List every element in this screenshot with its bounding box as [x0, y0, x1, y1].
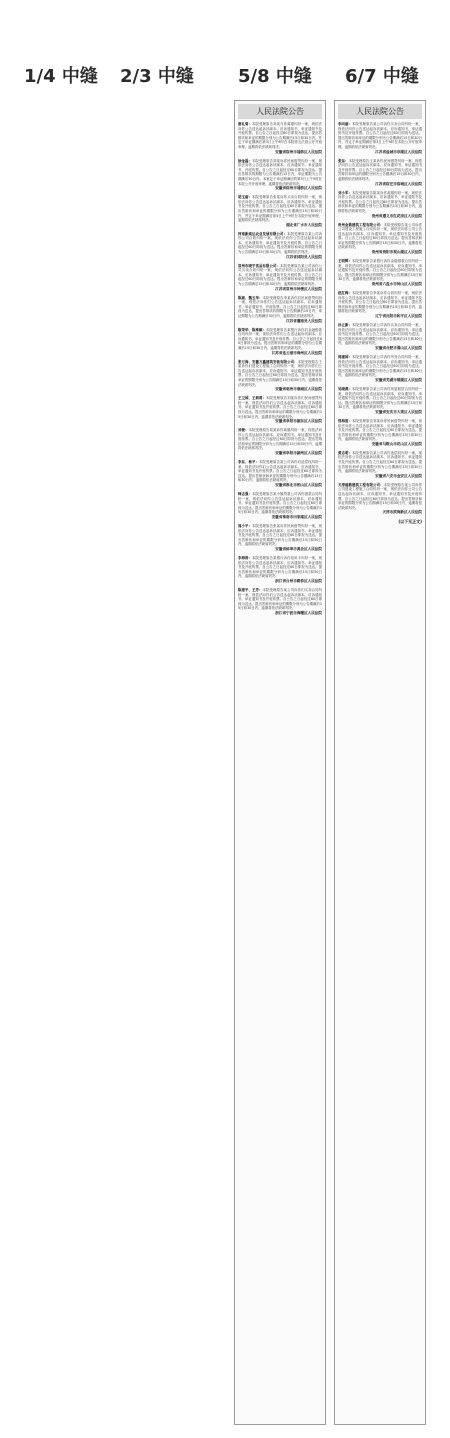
notice-lead: 常州市晓宇食品有限公司：	[238, 263, 281, 268]
notice-body: 本院受理原告周某诉你离婚纠纷一案，现依法向你公告送达起诉状副本、应诉通知书、举证通知书及开庭传票。自公告之日起经过60日即视为送达。提出答辩状和举证的期限分别为公告期满后15日和30日内，逾期将依法缺席判决。	[238, 428, 322, 451]
notice-text	[338, 223, 422, 251]
notice-court: 安徽省安庆市大观区人民法院	[375, 409, 422, 414]
notice-text	[238, 296, 322, 319]
notice-item	[338, 483, 422, 516]
notice-lead: 唐礼菊：	[238, 122, 253, 126]
notice-lead: 赵红梅：	[338, 291, 353, 296]
notice-court: 安徽省蚌埠市禹会区人民法院	[275, 546, 322, 551]
notice-court: 安徽省马鞍山市花山区人民法院	[371, 441, 422, 446]
label-5-8: 5/8 中缝	[238, 66, 312, 87]
notice-lead: 陈荣华、陈维颖：	[238, 327, 267, 332]
notice-text	[238, 195, 322, 223]
notice-text	[238, 524, 322, 547]
notice-body: 本院受理原告某公司诉你公司建设工程施工合同纠纷一案，现依法向你公司公告送达起诉状副本、应诉通知书、举证通知书及开庭传票。自公告之日起经过60日即视为送达。提出答辩状和举证的期限分别为公告期满后15日和30日内，逾期将依法缺席判决。	[338, 482, 422, 510]
notice-body: 本院受理原告陈某诉你离婚纠纷一案，现依法向你公告送达起诉状副本、应诉通知书、举证通知书及开庭传票。自公告之日起经过60日即视为送达。提出答辩状和举证的期限分别为公告期满后15日和30日内，逾期将依法缺席判决。	[338, 190, 423, 213]
notice-lead: 陈淑、魏玉华：	[238, 295, 263, 300]
notice-text	[338, 191, 422, 214]
notice-item	[238, 460, 322, 488]
notice-item	[238, 122, 322, 155]
notice-court: 浙江省宁波市海曙区人民法院	[275, 610, 322, 615]
notice-body: 本院受理原告张某诉你民间借贷纠纷一案，现依法向你公告送达起诉状副本、应诉通知书、举证通知书及开庭传票。自公告之日起经过60日即视为送达。提出答辩状和举证的期限分别为公告期满后15日和30日内，逾期将依法缺席判决。	[238, 524, 323, 547]
notice-item	[238, 264, 322, 292]
notice-body: 本院受理原告某公司诉你公司建设工程施工合同纠纷一案，现依法向你公司公告送达起诉状副本、应诉通知书、举证通知书及开庭传票。自公告之日起经过60日即视为送达。提出答辩状和举证的期限分别为公告期满后15日和30日内，逾期将依法缺席判决。	[338, 222, 422, 250]
column-labels	[0, 62, 450, 102]
notice-lead: 刘小军：	[338, 190, 353, 195]
notice-list	[238, 122, 322, 616]
notice-court: 贵州省贵阳市观山湖区人民法院	[371, 250, 422, 255]
notice-body: 本院受理原告某银行诉你信用卡纠纷一案，现依法向你公告送达起诉状副本、应诉通知书、举证通知书及开庭传票。自公告之日起经过60日即视为送达。提出答辩状和举证的期限分别为公告期满后15日和30日内，逾期将依法缺席判决。	[238, 555, 323, 579]
label-6-7: 6/7 中缝	[345, 66, 419, 87]
notice-text	[238, 159, 322, 187]
notice-court: 浙江省台州市路桥区人民法院	[275, 578, 322, 583]
notice-body: 本院受理原告李某诉你们民间借贷纠纷一案，现依法向你们公告送达起诉状副本、应诉通知书、举证通知书、开庭传票。自公告之日起经过60日即视为送达，提出答辩状的期限为公告期满后15日内，举证期限为公告期满后30日内，逾期将依法缺席判决。	[238, 295, 323, 318]
notice-lead: 王明辉：	[338, 259, 353, 264]
notice-court: 江苏省常州市钟楼区人民法院	[275, 286, 322, 291]
notice-court: 安徽省淮南市田家庵区人民法院	[271, 515, 322, 519]
notice-court: 天津市滨海新区人民法院	[382, 510, 422, 515]
notice-court: 安徽省亳州市谯城区人民法院	[275, 387, 322, 392]
notice-text	[338, 323, 422, 346]
notice-lead: 河南新威达农业发展有限公司：	[238, 231, 288, 236]
notice-text	[338, 355, 422, 378]
notice-lead: 天津瑞鼎建筑工程有限公司：	[338, 482, 384, 487]
notice-lead: 李向丽：	[338, 122, 353, 126]
notice-item	[338, 451, 422, 479]
notice-text	[238, 122, 322, 150]
notice-body: 本院受理原告王某诉你民间借贷纠纷一案，现依法向你公告送达起诉状副本、应诉通知书、举证通知书及开庭传票。自公告之日起经过60日即视为送达。提出答辩状和举证的期限分别为公告期满后15日和30日内，逾期将依法缺席判决。	[338, 158, 422, 181]
notice-item	[338, 223, 422, 256]
notice-list	[338, 122, 422, 525]
notice-text	[238, 360, 322, 388]
label-1-4: 1/4 中缝	[24, 66, 98, 87]
notice-court: 江苏省连云港市海州区人民法院	[271, 350, 322, 355]
column-footer: (以下无正文)	[398, 519, 422, 525]
notice-text	[238, 396, 322, 419]
notice-court: 贵州省遵义市红花岗区人民法院	[371, 213, 422, 218]
notice-item	[238, 428, 322, 456]
notice-body: 本院受理原告某银行诉你们金融借款合同纠纷一案，现依法向你们公告送达起诉状副本、应诉通知书、举证通知书及开庭传票。自公告之日起经过60日即视为送达。提出答辩状和举证的期限分别为公告期满后15日和30日内，逾期将依法缺席判决。	[238, 327, 323, 350]
notice-item	[238, 296, 322, 324]
notice-court: 安徽省六安市金安区人民法院	[375, 473, 422, 478]
notice-item	[238, 556, 322, 584]
notice-body: 本院受理原告刘某诉你民间借贷纠纷一案，现依法向你公告送达起诉状副本、应诉通知书、举证通知书、开庭传票。自公告之日起经过60日即视为送达。提出答辩状的期限为公告期满后15日内，举证期限为公告期满后30日内。本案定于举证期满后的第3日上午9时在本院公开开庭审理，逾期将依法缺席判决。	[238, 158, 323, 186]
notice-lead: 贵州金鼎建筑工程有限公司：	[338, 222, 384, 227]
notice-item	[338, 159, 422, 187]
notice-item	[238, 360, 322, 393]
notice-lead: 王卫国、王莉莉：	[238, 396, 267, 401]
notice-body: 本院受理原告某小额贷款公司诉你借款合同纠纷一案，现依法向你公告送达起诉状副本、应诉通知书、举证通知书及开庭传票。自公告之日起经过60日即视为送达。提出答辩状和举证的期限分别为公告期满后15日和30日内，逾期将依法缺席判决。	[238, 492, 323, 515]
notice-court: 贵州省六盘水市钟山区人民法院	[371, 282, 422, 287]
notice-body: 本院受理原告李某诉你合同纠纷一案，现依法向你公告送达起诉状副本、应诉通知书、举证通知书及开庭传票。自公告之日起经过60日即视为送达。提出答辩状和举证的期限分别为公告期满后15日和30日内，逾期将依法缺席判决。	[338, 291, 423, 314]
notice-lead: 李海涛：	[238, 555, 253, 560]
notice-court: 安徽省合肥市蜀山区人民法院	[375, 345, 422, 350]
notice-lead: 郭建国：	[338, 354, 353, 359]
notice-text	[238, 428, 322, 451]
notice-column-6-7	[334, 100, 426, 1425]
notice-lead: 张万海、安徽万鑫建筑安装有限公司：	[238, 359, 298, 364]
notice-text	[238, 328, 322, 351]
notice-text	[338, 419, 422, 442]
notice-item	[238, 524, 322, 552]
notice-item	[338, 387, 422, 415]
notice-text	[338, 291, 422, 314]
column-title: 人民法院公告	[238, 104, 322, 119]
notice-court: 安徽省宿州市埇桥区人民法院	[275, 186, 322, 191]
notice-item	[238, 492, 322, 520]
notice-text	[338, 387, 422, 410]
notice-court: 安徽省淮北市相山区人民法院	[275, 483, 322, 488]
notice-body: 本院受理原告某公司诉你公司合同纠纷一案，现依法向你公告送达起诉状副本、应诉通知书、举证通知书及开庭传票。自公告之日起经过60日即视为送达。提出答辩状和举证的期限分别为公告期满后15日和30日内，逾期将依法判决。	[238, 231, 323, 255]
notice-item	[238, 328, 322, 356]
label-2-3: 2/3 中缝	[120, 66, 194, 87]
notice-item	[238, 588, 322, 616]
notice-court: 安徽省阜阳市颍州区人民法院	[275, 451, 322, 456]
notice-lead: 李东、杨平：	[238, 460, 260, 465]
notice-lead: 孙立新：	[338, 323, 353, 327]
notice-lead: 刘俊：	[238, 428, 249, 433]
notice-text	[238, 264, 322, 287]
notice-text	[338, 122, 422, 150]
notice-body: 本院受理原告某公司诉你们买卖合同纠纷一案，现依法向你们公告送达起诉状副本、应诉通知书、举证通知书及开庭传票。自公告之日起经过60日即视为送达。提出答辩状和举证的期限分别为公告期满后15日和30日内，逾期将依法缺席判决。	[238, 587, 323, 611]
notice-body: 本院受理原告某公司诉你买卖合同纠纷一案，现依法向你公告送达起诉状副本、应诉通知书、举证通知书及开庭传票。自公告之日起经过60日即视为送达。提出答辩状和举证的期限分别为公告期满后15日和30日内，并定于举证期满后第3日上午9时在本院公开开庭审理，逾期将依法缺席判决。	[338, 122, 423, 149]
notice-item	[238, 396, 322, 424]
notice-column-5-8	[234, 100, 326, 1425]
notice-text	[338, 483, 422, 511]
notice-text	[238, 556, 322, 579]
notice-body: 本院受理原告某公司诉你们追偿权纠纷一案，现依法向你们公告送达起诉状副本、应诉通知书、举证通知书及开庭传票。自公告之日起经过60日即视为送达。提出答辩状和举证的期限分别为公告期满后15日和30日内，逾期将依法缺席判决。	[238, 460, 323, 483]
notice-court: 江苏省宿迁市宿城区人民法院	[375, 181, 422, 186]
notice-body: 本院受理原告张某诉你买卖合同纠纷一案，现依法向你公告送达起诉状副本、应诉通知书、举证通知书及开庭传票。自公告之日起经过60日即视为送达。提出答辩状和举证的期限分别为公告期满后15日和30日内，并定于举证期满后第3日上午9时在本院开庭审理，逾期将依法缺席判决。	[238, 195, 323, 223]
notice-text	[238, 588, 322, 611]
notice-item	[338, 259, 422, 287]
notice-body: 本院受理原告某公司诉你劳务合同纠纷一案，现依法向你公告送达起诉状副本、应诉通知书、举证通知书及开庭传票。自公告之日起经过60日即视为送达。提出答辩状和举证的期限分别为公告期满后15日和30日内，逾期将依法缺席判决。	[338, 354, 423, 378]
notice-item	[238, 159, 322, 192]
notice-item	[338, 323, 422, 351]
notice-court: 辽宁省沈阳市和平区人民法院	[375, 314, 422, 318]
notice-body: 本院受理原告某公司诉你买卖合同纠纷一案，现依法向你公告送达起诉状副本、应诉通知书、举证通知书及开庭传票。自公告之日起经过60日即视为送达。提出答辩状和举证的期限分别为公告期满后15日和30日内，逾期将依法缺席判决。	[338, 323, 423, 346]
notice-text	[238, 460, 322, 483]
notice-body: 本院受理原告某公司诉你房屋租赁合同纠纷一案，现依法向你公告送达起诉状副本、应诉通知书、举证通知书及开庭传票。自公告之日起经过60日即视为送达。提出答辩状和举证的期限分别为公告期满后15日和30日内，逾期将依法缺席判决。	[338, 386, 423, 410]
notice-court: 安徽省阜阳市颍东区人民法院	[275, 419, 322, 424]
notice-body: 本院受理原告某公司诉你追偿权纠纷一案，现依法向你公告送达起诉状副本、应诉通知书、举证通知书及开庭传票。自公告之日起经过60日即视为送达。提出答辩状和举证的期限分别为公告期满后15日和30日内，逾期将依法缺席判决。	[338, 450, 423, 474]
notice-body: 本院受理原告某公司诉你公司买卖合同纠纷一案，现依法向你公告送达起诉状副本、应诉通知书、举证通知书及开庭传票。自公告之日起经过60日即视为送达。提出答辩状和举证的期限分别为公告期满后15日和30日内，逾期将依法缺席判决。	[238, 263, 323, 287]
notice-body: 本院受理原告刘某诉你民间借贷纠纷一案，现依法向你公告送达起诉状副本、应诉通知书、举证通知书及开庭传票。自公告之日起经过60日即视为送达。提出答辩状和举证的期限分别为公告期满后15日和30日内，逾期将依法缺席判决。	[338, 418, 423, 442]
notice-text	[338, 259, 422, 282]
notice-lead: 胡玉丽：	[238, 195, 253, 200]
notice-lead: 周小平：	[238, 524, 253, 528]
notice-court: 安徽省宿州市埇桥区人民法院	[275, 149, 322, 154]
notice-lead: 郑海波：	[338, 418, 353, 423]
notice-item	[238, 232, 322, 260]
notice-item	[338, 291, 422, 319]
notice-lead: 陈建平、王芳：	[238, 587, 263, 592]
notice-text	[238, 232, 322, 255]
notice-court: 江苏省灌南县人民法院	[286, 318, 322, 323]
column-title: 人民法院公告	[338, 104, 422, 119]
notice-lead: 韩志强：	[238, 492, 253, 497]
notice-body: 本院受理原告王某诉你们建设工程施工合同纠纷一案，现依法向你们公告送达起诉状副本、应诉通知书、举证通知书及开庭传票。自公告之日起经过60日即视为送达。提出答辩状和举证的期限分别为公告期满后15日和30日内，逾期将依法缺席判决。	[238, 359, 323, 387]
notice-lead: 吴晓燕：	[338, 386, 353, 391]
notice-court: 江苏省沭阳县人民法院	[286, 254, 322, 259]
notice-item	[338, 191, 422, 219]
notice-body: 本院受理原告某银行诉你金融借款合同纠纷一案，现依法向你公告送达起诉状副本、应诉通知书、举证通知书及开庭传票。自公告之日起经过60日即视为送达。提出答辩状和举证的期限分别为公告期满后15日和30日内，逾期将依法缺席判决。	[338, 259, 423, 282]
notice-text	[338, 159, 422, 182]
notice-lead: 黄志明：	[338, 450, 353, 455]
notice-court: 湖北省广水市人民法院	[286, 222, 322, 227]
notice-court: 安徽省芜湖市镜湖区人民法院	[375, 377, 422, 382]
notice-lead: 徐金磊：	[238, 158, 253, 163]
notice-body: 本院受理原告刘某诉你们民间借贷纠纷一案，现依法向你们公告送达起诉状副本、应诉通知书、举证通知书及开庭传票。自公告之日起经过60日即视为送达。提出答辩状和举证的期限分别为公告期满后15日和30日内，逾期将依法缺席判决。	[238, 396, 323, 419]
notice-item	[338, 122, 422, 155]
notice-item	[338, 355, 422, 383]
notice-body: 本院受理原告刘某与你离婚纠纷一案，现依法向你公告送达起诉状副本、应诉通知书、举证通知书及开庭传票。自公告之日起经过60日即视为送达。提出答辩状和举证的期限分别为公告期满后15日和30日内，并定于举证期满后第3日上午9时在本院第五法庭公开开庭审理，逾期将依法缺席判决。	[238, 122, 323, 149]
notice-item	[338, 419, 422, 447]
notice-lead: 张东：	[338, 158, 349, 163]
notice-court: 江苏省盐城市亭湖区人民法院	[375, 149, 422, 154]
notice-text	[238, 492, 322, 515]
notice-text	[338, 451, 422, 474]
notice-item	[238, 195, 322, 228]
